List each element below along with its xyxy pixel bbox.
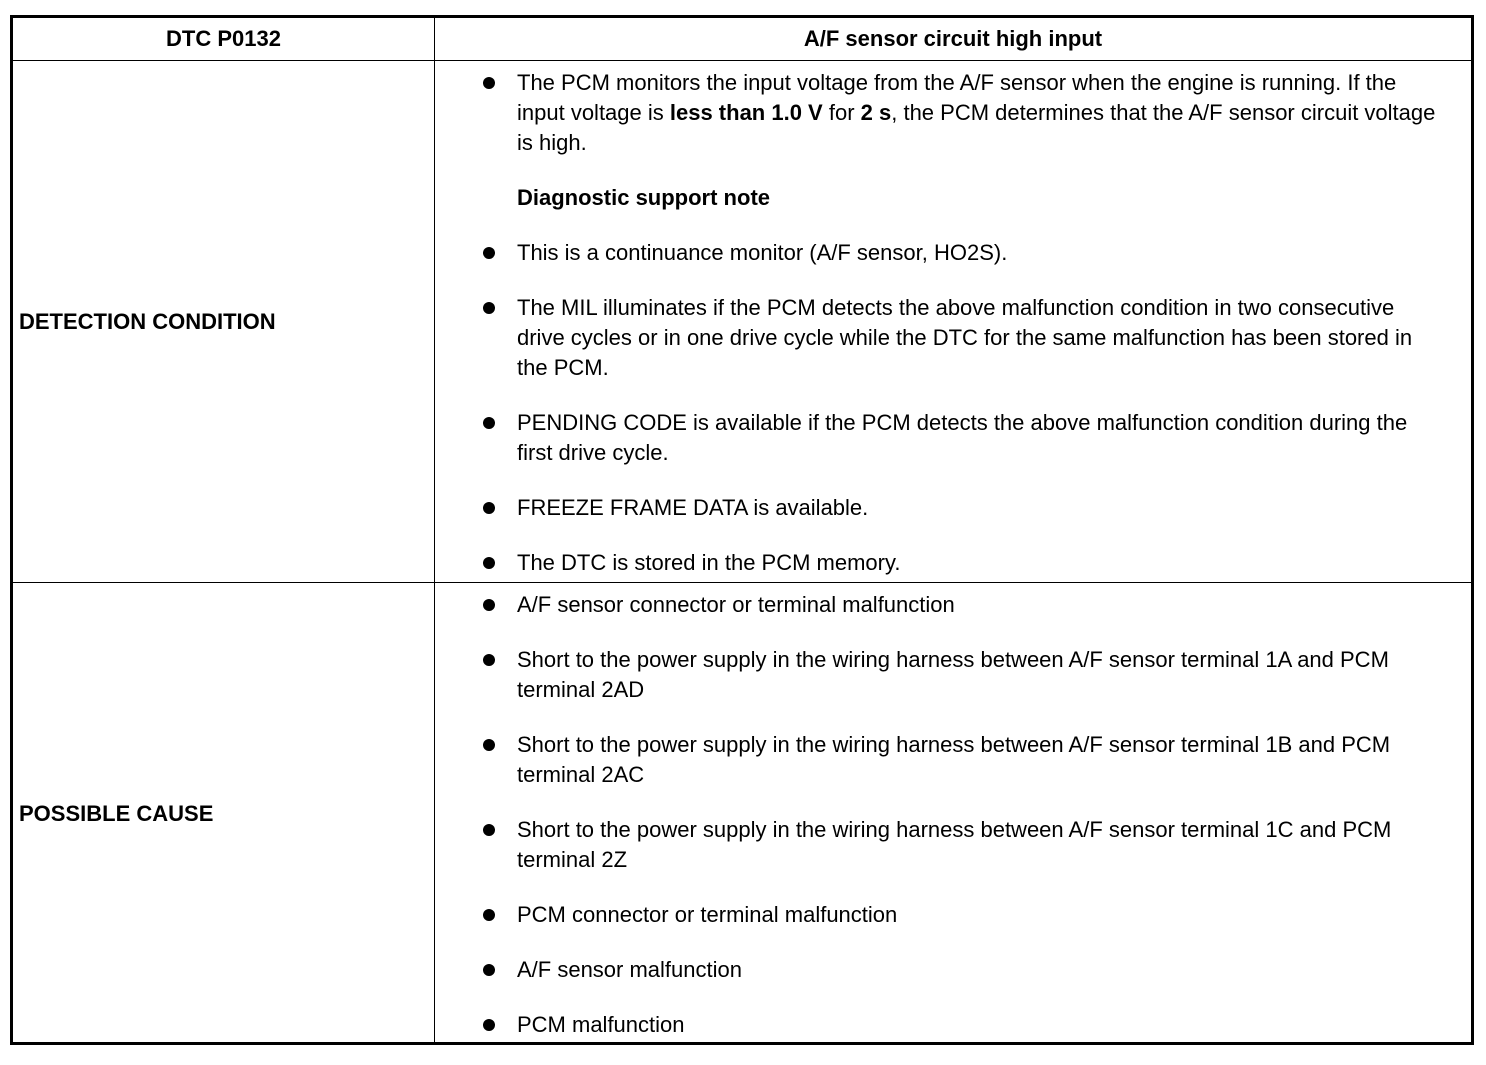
cause-label-cell [13,583,435,1042]
detection-label-cell [13,61,435,582]
list-item [435,730,1471,790]
bullet-icon [483,599,495,611]
list-item [435,493,1471,523]
dtc-table [10,15,1474,1045]
bullet-icon [483,247,495,259]
bullet-icon [483,557,495,569]
intro-bold-time: 2 s [860,100,892,125]
cause-text: PCM connector or terminal malfunction [517,902,898,927]
possible-cause-label: POSSIBLE CAUSE [19,801,214,826]
intro-text-2: for [822,100,861,125]
note-text: The MIL illuminates if the PCM detects the above malfunction condition in two consecutive drive cycles or in one drive cycle while the DTC for the same malfunction has been stored in the PCM. [517,295,1413,380]
possible-cause-row [13,583,1471,1042]
dtc-title: A/F sensor circuit high input [803,26,1103,51]
cause-text: PCM malfunction [517,1012,685,1037]
detection-condition-label: DETECTION CONDITION [19,309,276,334]
cause-list [435,590,1471,1065]
note-text: FREEZE FRAME DATA is available. [517,495,869,520]
detection-content-cell [435,61,1471,582]
bullet-icon [483,1019,495,1031]
list-item [435,1010,1471,1040]
list-item [435,293,1471,383]
detection-list [435,68,1471,603]
diagnostic-note-heading: Diagnostic support note [517,185,770,210]
list-item [435,408,1471,468]
bullet-icon [483,417,495,429]
note-text: The DTC is stored in the PCM memory. [517,550,901,575]
cause-content-cell [435,583,1471,1042]
bullet-icon [483,739,495,751]
intro-bold-voltage: less than 1.0 V [669,100,823,125]
list-item [435,238,1471,268]
list-item [435,68,1471,158]
list-item [435,590,1471,620]
bullet-icon [483,824,495,836]
list-item [435,645,1471,705]
detection-condition-row [13,61,1471,583]
note-text: PENDING CODE is available if the PCM detects the above malfunction condition during the first drive cycle. [517,410,1408,465]
table-header-row [13,18,1471,61]
cause-text: Short to the power supply in the wiring harness between A/F sensor terminal 1C and PCM terminal 2Z [517,817,1392,872]
cause-text: A/F sensor connector or terminal malfunction [517,592,955,617]
header-cell-title [435,18,1471,60]
list-item [435,900,1471,930]
bullet-icon [483,502,495,514]
bullet-icon [483,909,495,921]
dtc-code: DTC P0132 [166,26,281,51]
bullet-icon [483,964,495,976]
intro-text-1: The PCM monitors the input voltage from the A/F sensor when the engine is running. If the input voltage is [517,70,1397,125]
bullet-icon [483,302,495,314]
bullet-icon [483,77,495,89]
list-item [435,955,1471,985]
cause-text: Short to the power supply in the wiring harness between A/F sensor terminal 1B and PCM terminal 2AC [517,732,1391,787]
cause-text: A/F sensor malfunction [517,957,742,982]
cause-text: Short to the power supply in the wiring harness between A/F sensor terminal 1A and PCM terminal 2AD [517,647,1389,702]
bullet-icon [483,654,495,666]
list-item [435,815,1471,875]
header-cell-code [13,18,435,60]
list-item [435,548,1471,578]
note-text: This is a continuance monitor (A/F sensor, HO2S). [517,240,1008,265]
intro-text-3: , the PCM determines that the A/F sensor circuit voltage is high. [517,100,1436,155]
